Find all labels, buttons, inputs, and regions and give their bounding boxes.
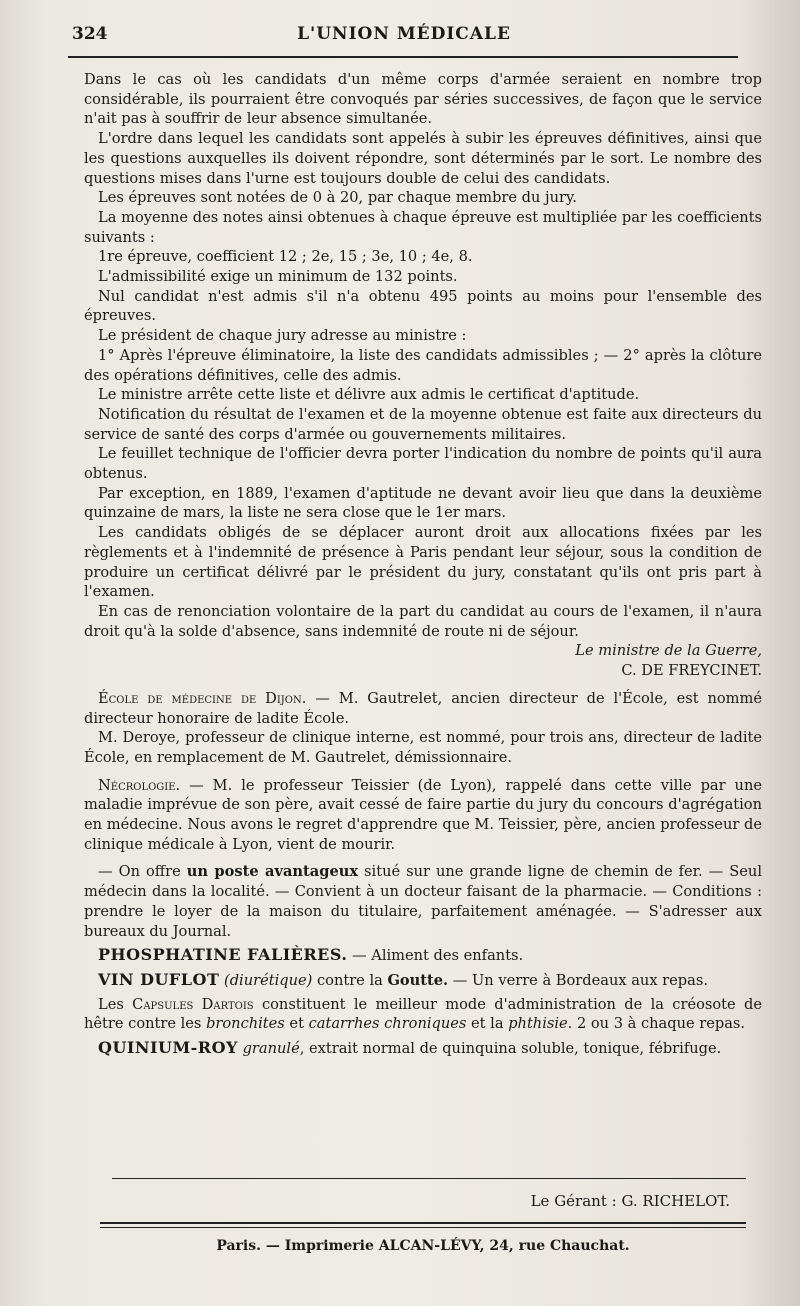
ad-text: constituent le meilleur mode d'administration de la créosote de hêtre contre les xyxy=(84,995,762,1033)
signature-title: Le ministre de la Guerre, xyxy=(575,642,762,660)
ad-brand: Capsules Dartois xyxy=(132,995,254,1013)
ad-quinium xyxy=(84,1038,762,1059)
footer-rule xyxy=(112,1178,746,1179)
ad-text: , extrait normal de quinquina soluble, tonique, fébrifuge. xyxy=(299,1040,722,1058)
paragraph: Le président de chaque jury adresse au ministre : xyxy=(98,327,467,345)
ad-text: — On offre xyxy=(98,863,187,881)
header-rule xyxy=(68,56,738,58)
ad-text: contre la xyxy=(312,971,388,989)
ad-text: — Un verre à Bordeaux aux repas. xyxy=(448,971,708,989)
paragraph: 1re épreuve, coefficient 12 ; 2e, 15 ; 3e, 10 ; 4e, 8. xyxy=(98,248,473,266)
ad-vin-duflot xyxy=(84,970,762,991)
news-text: — M. Gautrelet, ancien directeur de l'École, est nommé directeur honoraire de ladite École. xyxy=(84,689,762,727)
ad-text: et xyxy=(284,1015,309,1033)
article-body xyxy=(84,70,762,1059)
ad-brand: VIN DUFLOT xyxy=(98,969,220,989)
ad-phosphatine xyxy=(84,945,762,966)
ad-brand: PHOSPHATINE FALIÈRES. xyxy=(98,945,348,965)
news-heading: École de médecine de Dijon. xyxy=(98,689,307,707)
ad-text: et la xyxy=(466,1015,509,1033)
paragraph: En cas de renonciation volontaire de la part du candidat au cours de l'examen, il n'aura droit qu'à la solde d'absence, sans indemnité de route ni de séjour. xyxy=(84,602,762,640)
paragraph: La moyenne des notes ainsi obtenues à chaque épreuve est multipliée par les coefficients suivants : xyxy=(84,208,762,246)
page-header xyxy=(64,24,744,58)
journal-title: L'UNION MÉDICALE xyxy=(297,24,511,44)
news-dijon xyxy=(84,689,762,728)
paragraph: Les candidats obligés de se déplacer auront droit aux allocations fixées par les règlements et à l'indemnité de présence à Paris pendant leur séjour, sous la condition de produire un certificat délivré par le président du jury, constatant qu'ils ont pris part à l'examen. xyxy=(84,524,762,601)
ad-text: catarrhes chroniques xyxy=(308,1015,467,1033)
ad-text: — Aliment des enfants. xyxy=(347,947,524,965)
ad-highlight: Goutte. xyxy=(387,971,449,989)
paragraph: Le feuillet technique de l'officier devra porter l'indication du nombre de points qu'il aura obtenus. xyxy=(84,445,762,483)
ad-highlight: un poste avantageux xyxy=(186,863,359,881)
paragraph: Les épreuves sont notées de 0 à 20, par chaque membre du jury. xyxy=(98,189,577,207)
printer-imprint: Paris. — Imprimerie ALCAN-LÉVY, 24, rue Chauchat. xyxy=(216,1238,630,1254)
ad-brand: QUINIUM-ROY xyxy=(98,1038,238,1058)
paragraph: Le ministre arrête cette liste et délivre aux admis le certificat d'aptitude. xyxy=(98,386,640,404)
paragraph: Nul candidat n'est admis s'il n'a obtenu 495 points au moins pour l'ensemble des épreuves. xyxy=(84,287,762,325)
gerant-line: Le Gérant : G. RICHELOT. xyxy=(530,1192,730,1210)
paragraph: Notification du résultat de l'examen et de la moyenne obtenue est faite aux directeurs du service de santé des corps d'armée ou gouvernements militaires. xyxy=(84,405,762,443)
ad-text: situé sur une grande ligne de chemin de fer. — Seul médecin dans la localité. — Convient à un docteur faisant de la pharmacie. — Conditions : prendre le loyer de la maison du titulaire, parfaitement aménagée. — S'adresser aux bureaux du Journal. xyxy=(84,863,762,940)
ad-capsules xyxy=(84,995,762,1034)
news-deroye: M. Deroye, professeur de clinique interne, est nommé, pour trois ans, directeur de ladite École, en remplacement de M. Gautrelet, démissionnaire. xyxy=(84,729,762,766)
signature-name: C. DE FREYCINET. xyxy=(621,662,762,680)
ad-text: phthisie xyxy=(508,1015,568,1033)
news-text: — M. le professeur Teissier (de Lyon), rappelé dans cette ville par une maladie imprévue de son père, avait cessé de faire partie du jury du concours d'agrégation en médecine. Nous avons le regret d'apprendre que M. Teissier, père, ancien professeur de clinique médicale à Lyon, vient de mourir. xyxy=(84,776,762,853)
paragraph: 1° Après l'épreuve éliminatoire, la liste des candidats admissibles ; — 2° après la clôture des opérations définitives, celle des admis. xyxy=(84,346,762,384)
footer-double-rule xyxy=(100,1222,746,1224)
ad-poste xyxy=(84,862,762,941)
ad-text: . 2 ou 3 à chaque repas. xyxy=(567,1015,746,1033)
ad-text: bronchites xyxy=(206,1015,285,1033)
news-necrologie xyxy=(84,776,762,855)
page-number: 324 xyxy=(72,24,108,44)
ad-text: (diurétique) xyxy=(224,971,313,989)
ad-text: Les xyxy=(98,995,133,1013)
paragraph: L'ordre dans lequel les candidats sont appelés à subir les épreuves définitives, ainsi que les questions auxquelles ils doivent répondre, sont déterminés par le sort. Le nombre des questions mises dans l'urne est toujours double de celui des candidats. xyxy=(84,130,762,187)
paragraph: Par exception, en 1889, l'examen d'aptitude ne devant avoir lieu que dans la deuxième quinzaine de mars, la liste ne sera close que le 1er mars. xyxy=(84,484,762,522)
ad-text: granulé xyxy=(242,1040,300,1058)
paragraph: Dans le cas où les candidats d'un même corps d'armée seraient en nombre trop considérable, ils pourraient être convoqués par séries successives, de façon que le service n'ait pas à souffrir de leur absence simultanée. xyxy=(84,71,762,128)
footer-double-rule xyxy=(100,1227,746,1228)
news-heading: Nécrologie. xyxy=(98,776,181,794)
paragraph: L'admissibilité exige un minimum de 132 points. xyxy=(98,268,458,286)
